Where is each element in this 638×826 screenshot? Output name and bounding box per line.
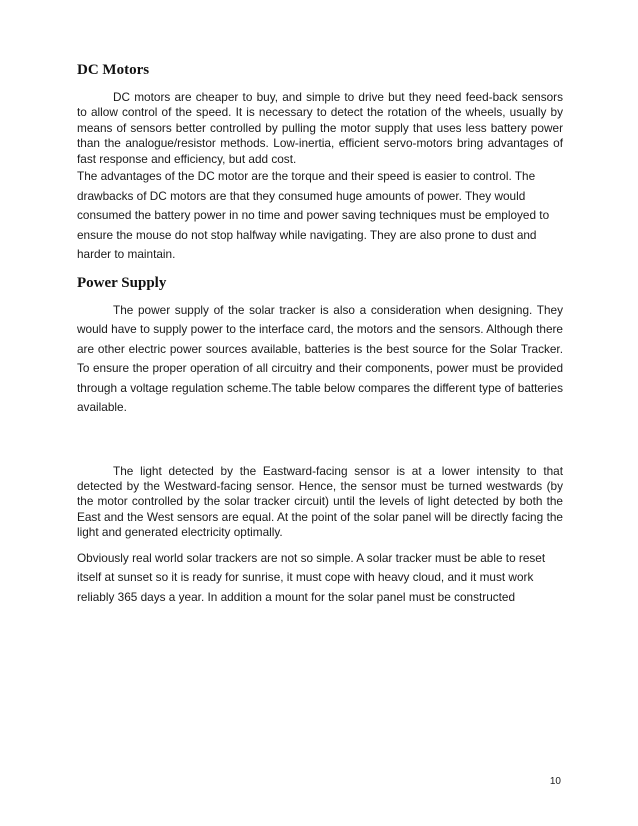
paragraph-power-supply-2: The light detected by the Eastward-facing sensor is at a lower intensity to that detected by the Westward-facing sensor. Hence, the sensor must be turned westwards (by the motor controlled by the solar tracker circuit) until the levels of light detected by both the East and the West sensors are equal. At the point of the solar panel will be directly facing the light and generated electricity optimally. <box>77 463 563 540</box>
heading-dc-motors: DC Motors <box>77 62 150 78</box>
paragraph-dc-motors-2: The advantages of the DC motor are the torque and their speed is easier to control. The drawbacks of DC motors are that they consumed huge amounts of power. They would consumed the battery power in no time and power saving techniques must be employed to ensure the mouse do not stop halfway while navigating. They are also prone to dust and harder to maintain. <box>77 169 550 262</box>
heading-power-supply: Power Supply <box>77 274 167 291</box>
paragraph-dc-motors-1: DC motors are cheaper to buy, and simple to drive but they need feed-back sensors to allow control of the speed. It is necessary to detect the rotation of the wheels, usually by means of sensors better controlled by pulling the motor supply that uses less battery power than the analogue/resistor methods. Low-inertia, efficient servo-motors bring advantages of fast response and efficiency, but add cost. <box>77 90 563 166</box>
page-content <box>77 60 563 607</box>
page-number: 10 <box>549 776 561 787</box>
paragraph-power-supply-1: The power supply of the solar tracker is also a consideration when designing. They would have to supply power to the interface card, the motors and the sensors. Although there are other electric power sources available, batteries is the best source for the Solar Tracker. To ensure the proper operation of all circuitry and their components, power must be provided through a voltage regulation scheme.The table below compares the different type of batteries available. <box>77 302 563 415</box>
paragraph-power-supply-3: Obviously real world solar trackers are not so simple. A solar tracker must be able to reset itself at sunset so it is ready for sunrise, it must cope with heavy cloud, and it must work reliably 365 days a year. In addition a mount for the solar panel must be constructed <box>77 550 546 604</box>
